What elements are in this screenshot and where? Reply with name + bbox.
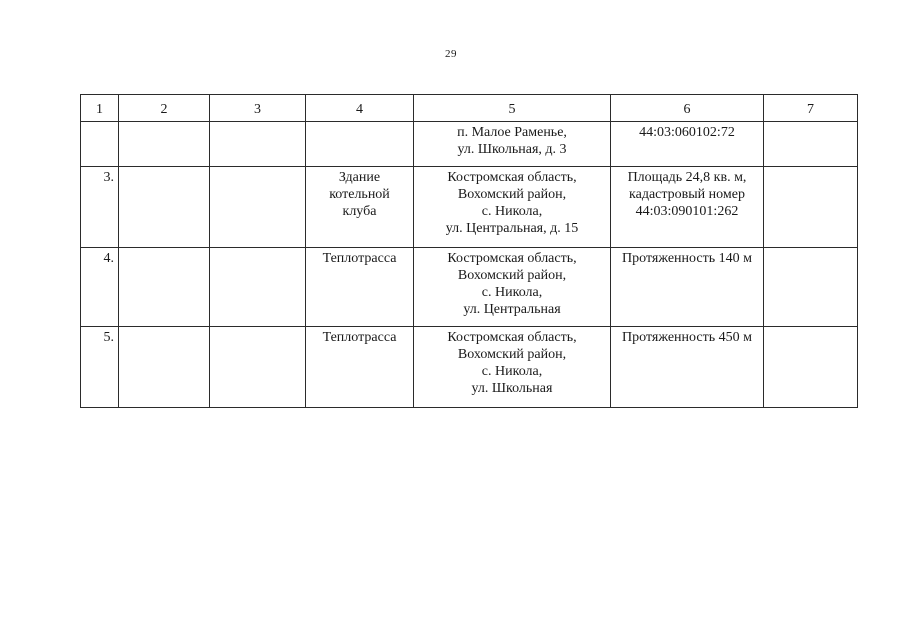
characteristics-cell xyxy=(611,122,764,167)
object-name-cell xyxy=(306,122,414,167)
table-cell xyxy=(210,248,306,327)
page-number: 29 xyxy=(445,48,457,60)
object-name-line: клуба xyxy=(342,204,377,219)
row-number-cell xyxy=(81,122,119,167)
object-name-line: Теплотрасса xyxy=(322,330,397,345)
table-cell xyxy=(210,167,306,248)
header-cell-4: 4 xyxy=(306,95,414,122)
object-name-cell xyxy=(306,167,414,248)
characteristics-line: Протяженность 140 м xyxy=(622,251,752,266)
table-cell xyxy=(210,327,306,408)
table-cell xyxy=(119,327,210,408)
address-cell xyxy=(414,327,611,408)
address-line: ул. Школьная xyxy=(471,381,553,396)
address-line: Костромская область, xyxy=(447,251,577,266)
table-cell xyxy=(210,122,306,167)
header-cell-2: 2 xyxy=(119,95,210,122)
object-name-cell xyxy=(306,327,414,408)
address-line: с. Никола, xyxy=(481,364,543,379)
table-row xyxy=(81,327,858,408)
address-line: ул. Школьная, д. 3 xyxy=(457,142,567,157)
characteristics-line: кадастровый номер xyxy=(629,187,745,202)
object-name-line: Здание xyxy=(338,170,381,185)
characteristics-cell xyxy=(611,248,764,327)
address-cell xyxy=(414,248,611,327)
characteristics-cell xyxy=(611,327,764,408)
address-line: Вохомский район, xyxy=(457,187,567,202)
property-table xyxy=(80,94,858,408)
object-name-cell xyxy=(306,248,414,327)
table-row xyxy=(81,122,858,167)
row-number-cell: 4. xyxy=(81,248,119,327)
characteristics-line: 44:03:090101:262 xyxy=(635,204,739,219)
table-cell xyxy=(764,248,858,327)
address-cell xyxy=(414,167,611,248)
header-cell-1: 1 xyxy=(81,95,119,122)
address-line: ул. Центральная xyxy=(463,302,561,317)
address-line: Вохомский район, xyxy=(457,347,567,362)
characteristics-line: Площадь 24,8 кв. м, xyxy=(627,170,747,185)
table-cell xyxy=(764,122,858,167)
table-header-row xyxy=(81,95,858,122)
table-cell xyxy=(119,167,210,248)
address-line: ул. Центральная, д. 15 xyxy=(445,221,579,236)
characteristics-line: 44:03:060102:72 xyxy=(639,125,735,140)
row-number-cell: 5. xyxy=(81,327,119,408)
table-cell xyxy=(764,167,858,248)
address-cell xyxy=(414,122,611,167)
address-line: Вохомский район, xyxy=(457,268,567,283)
address-line: с. Никола, xyxy=(481,204,543,219)
address-line: п. Малое Раменье, xyxy=(457,125,567,140)
header-cell-7: 7 xyxy=(764,95,858,122)
header-cell-6: 6 xyxy=(611,95,764,122)
header-cell-5: 5 xyxy=(414,95,611,122)
table-row xyxy=(81,167,858,248)
object-name-line: Теплотрасса xyxy=(322,251,397,266)
row-number-cell: 3. xyxy=(81,167,119,248)
address-line: с. Никола, xyxy=(481,285,543,300)
characteristics-line: Протяженность 450 м xyxy=(622,330,752,345)
table-cell xyxy=(764,327,858,408)
address-line: Костромская область, xyxy=(447,170,577,185)
table-cell xyxy=(119,248,210,327)
table-row xyxy=(81,248,858,327)
header-cell-3: 3 xyxy=(210,95,306,122)
characteristics-cell xyxy=(611,167,764,248)
object-name-line: котельной xyxy=(329,187,390,202)
address-line: Костромская область, xyxy=(447,330,577,345)
table-cell xyxy=(119,122,210,167)
